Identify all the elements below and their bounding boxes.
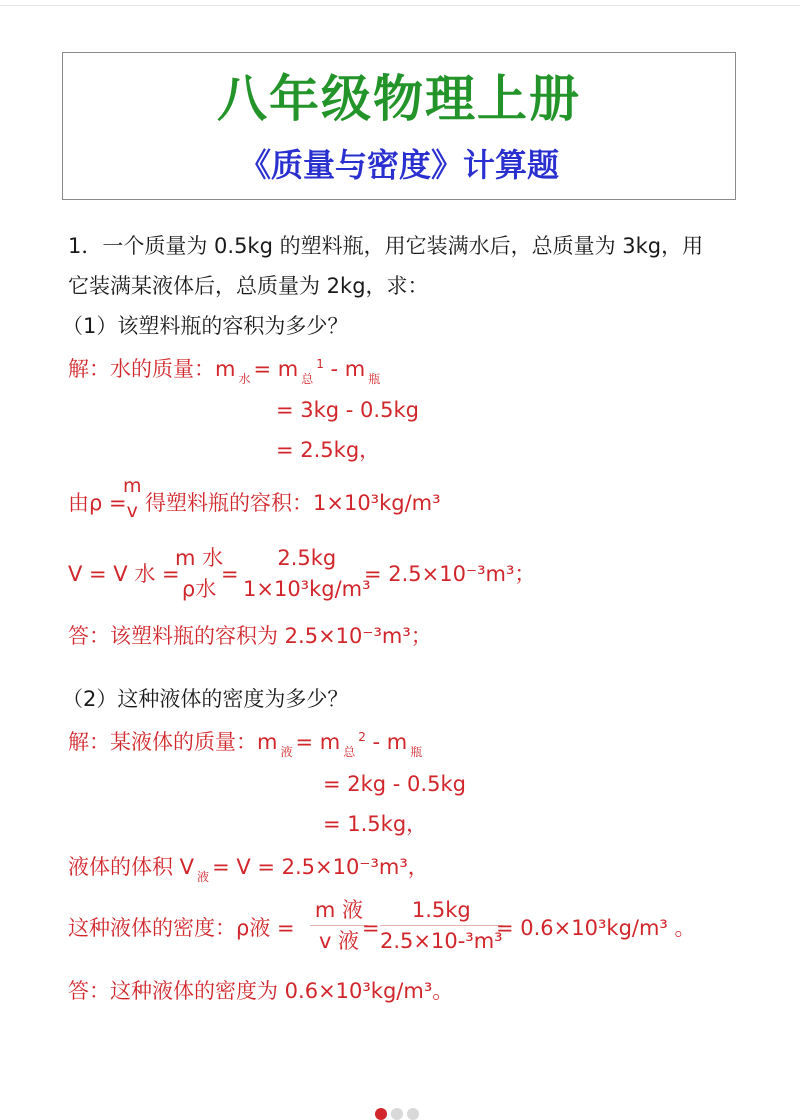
- part2-vol-prefix: 液体的体积 V: [68, 855, 195, 879]
- part2-sol-prefix: 解：某液体的质量：m: [68, 730, 278, 754]
- page-dot-3[interactable]: [407, 1108, 419, 1120]
- part2-sol-mid: = m: [295, 730, 341, 754]
- part2-sub-total: 总: [343, 745, 356, 759]
- page-dot-1[interactable]: [375, 1108, 387, 1120]
- density-frac2-denominator: 2.5×10-³m³: [380, 929, 503, 953]
- density-frac1-numerator: m 液: [314, 898, 364, 922]
- part2-question: （2）这种液体的密度为多少？: [62, 687, 349, 711]
- volume-frac2-numerator: 2.5kg: [277, 546, 337, 570]
- density-frac1-denominator: v 液: [318, 929, 360, 953]
- part2-sol-minus: - m: [365, 730, 408, 754]
- page-dot-2[interactable]: [391, 1108, 403, 1120]
- part1-sub-bottle: 瓶: [368, 372, 381, 386]
- part2-density-eq: =: [362, 916, 380, 940]
- volume-frac1-denominator: ρ水: [181, 577, 217, 601]
- part2-step2: = 2kg - 0.5kg: [323, 772, 466, 796]
- part1-sol-prefix: 解：水的质量：m: [68, 357, 236, 381]
- density-fraction-2: [380, 897, 503, 954]
- part2-sub-liquid: 液: [280, 745, 293, 759]
- part1-solution-line1: [68, 356, 383, 385]
- volume-frac2-denominator: 1×10³kg/m³: [243, 577, 371, 601]
- part1-rho-prefix: 由ρ =: [68, 491, 127, 515]
- title-box: [62, 52, 736, 200]
- part1-volume-result: = 2.5×10⁻³m³；: [364, 562, 536, 586]
- part1-sup: 1: [316, 357, 324, 371]
- part1-sol-mid: = m: [253, 357, 299, 381]
- page-indicator: [375, 1108, 419, 1120]
- part1-answer: 答：该塑料瓶的容积为 2.5×10⁻³m³；: [68, 624, 432, 648]
- part2-density-result: = 0.6×10³kg/m³ 。: [496, 916, 696, 940]
- part1-question: （1）该塑料瓶的容积为多少？: [62, 314, 349, 338]
- part2-sup: 2: [358, 730, 366, 744]
- volume-fraction-2: [243, 545, 371, 602]
- density-fraction-1: [310, 897, 368, 954]
- part1-volume-eq: =: [221, 562, 239, 586]
- problem-stem-line1: 1．一个质量为 0.5kg 的塑料瓶，用它装满水后，总质量为 3kg，用: [68, 234, 704, 258]
- part1-sub-water: 水: [238, 372, 251, 386]
- part2-volume-line: [68, 854, 429, 883]
- top-divider: [0, 5, 800, 6]
- problem-stem-line2: 它装满某液体后，总质量为 2kg，求：: [68, 274, 429, 298]
- part1-step2: = 3kg - 0.5kg: [276, 398, 419, 422]
- part2-density-prefix: 这种液体的密度：ρ液 =: [68, 916, 295, 940]
- density-frac2-numerator: 1.5kg: [411, 898, 471, 922]
- rho-denominator: v: [126, 500, 138, 522]
- part1-step3: = 2.5kg，: [276, 438, 381, 462]
- rho-fraction: [123, 476, 142, 521]
- part2-solution-line1: [68, 729, 425, 758]
- part2-vol-sub: 液: [197, 870, 210, 884]
- part1-rho-suffix: 得塑料瓶的容积：1×10³kg/m³: [145, 491, 441, 515]
- part2-vol-rest: = V = 2.5×10⁻³m³，: [212, 855, 429, 879]
- page-title: 八年级物理上册: [217, 69, 581, 128]
- part2-sub-bottle: 瓶: [410, 745, 423, 759]
- page-subtitle: 《质量与密度》计算题: [238, 146, 559, 184]
- rho-numerator: m: [123, 475, 142, 497]
- part1-sub-total: 总: [301, 372, 314, 386]
- part1-volume-prefix: V = V 水 =: [68, 562, 180, 586]
- volume-fraction-1: [175, 545, 223, 602]
- part2-answer: 答：这种液体的密度为 0.6×10³kg/m³。: [68, 979, 454, 1003]
- volume-frac1-numerator: m 水: [175, 546, 224, 570]
- part2-step3: = 1.5kg，: [323, 812, 428, 836]
- part1-sol-minus: - m: [323, 357, 366, 381]
